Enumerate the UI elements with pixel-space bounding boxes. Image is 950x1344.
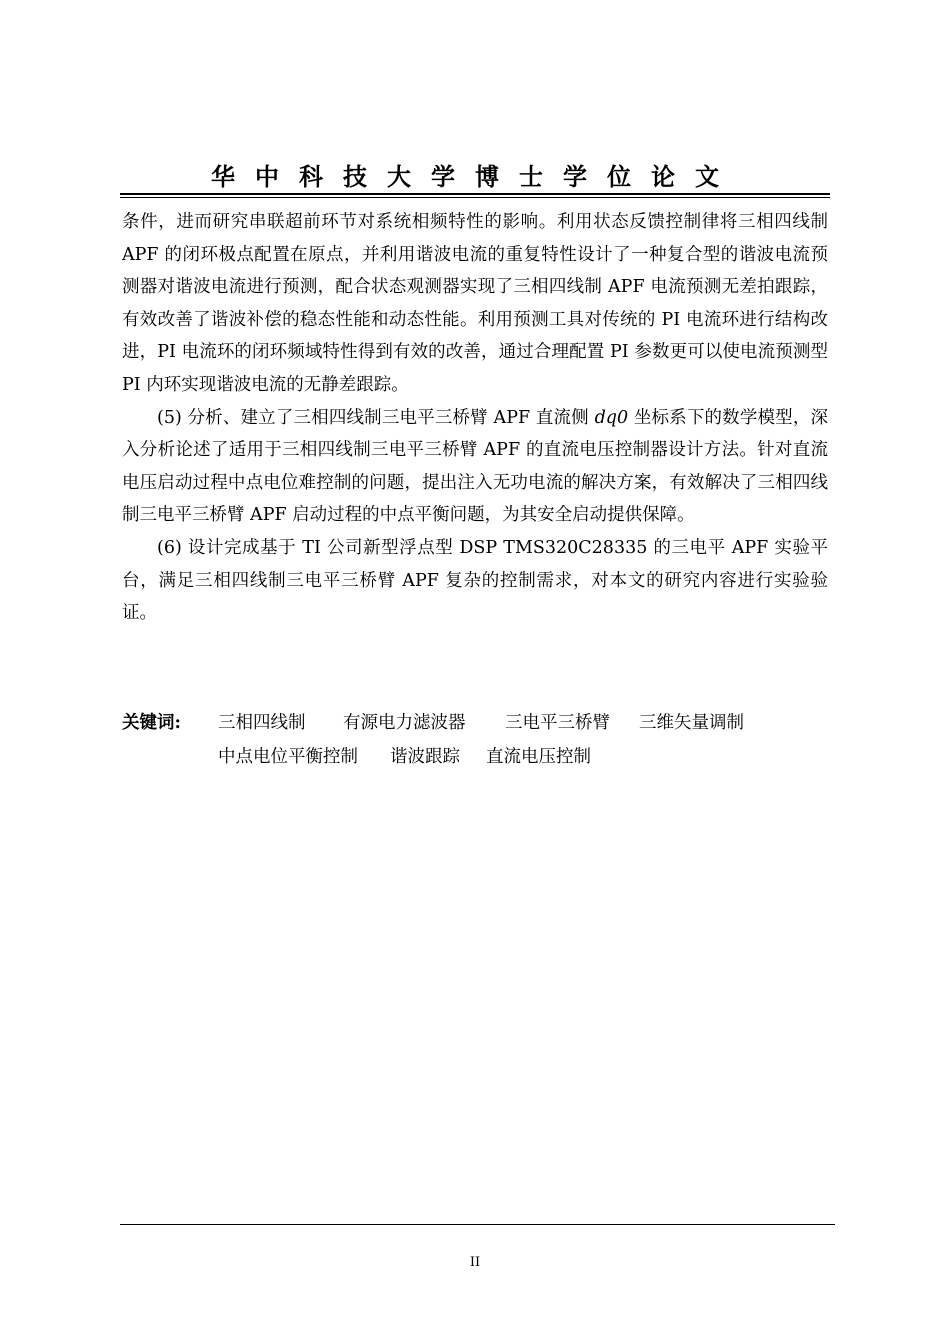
paragraph-item-6: (6) 设计完成基于 TI 公司新型浮点型 DSP TMS320C28335 的三电平 APF 实验平台，满足三相四线制三电平三桥臂 APF 复杂的控制需求，对本文的研究内容进行实验验证。 xyxy=(122,537,828,624)
keyword-item: 直流电压控制 xyxy=(486,747,591,767)
paragraph-continued: 条件，进而研究串联超前环节对系统相频特性的影响。利用状态反馈控制律将三相四线制 APF 的闭环极点配置在原点，并利用谐波电流的重复特性设计了一种复合型的谐波电流预测器对谐波电流进行预测，配合状态观测器实现了三相四线制 APF 电流预测无差拍跟踪，有效改善了谐波补偿的稳态性能和动态性能。利用预测工具对传统的 PI 电流环进行结构改进，PI 电流环的闭环频域特性得到有效的改善，通过合理配置 PI 参数更可以使电流预测型 PI 内环实现谐波电流的无静差跟踪。 xyxy=(122,212,828,395)
keyword-item: 三电平三桥臂 xyxy=(505,713,610,733)
keyword-item: 三相四线制 xyxy=(218,713,306,733)
paragraph-item-5-part1: (5) 分析、建立了三相四线制三电平三桥臂 APF 直流侧 xyxy=(157,407,595,428)
keywords-label: 关键词: xyxy=(122,713,181,733)
dq0-term: dq0 xyxy=(594,407,629,428)
header-rule-thin xyxy=(120,197,830,198)
keyword-item: 中点电位平衡控制 xyxy=(218,747,358,767)
keywords-line-1 xyxy=(218,706,744,740)
header-rule-thick xyxy=(120,193,830,195)
footer-rule xyxy=(120,1224,835,1225)
thesis-header-title: 华中科技大学博士学位论文 xyxy=(211,162,739,191)
keyword-item: 谐波跟踪 xyxy=(390,747,460,767)
keywords-line-2 xyxy=(218,740,591,774)
keyword-item: 有源电力滤波器 xyxy=(343,713,466,733)
paragraph-item-5 xyxy=(122,402,828,532)
paragraph-item-5-part2: 坐标系下的数学模型，深入分析论述了适用于三相四线制三电平三桥臂 APF 的直流电压控制器设计方法。针对直流电压启动过程中点电位难控制的问题，提出注入无功电流的解决方案，有效解决了三相四线制三电平三桥臂 APF 启动过程的中点平衡问题，为其安全启动提供保障。 xyxy=(122,407,829,526)
body-text xyxy=(122,206,828,630)
keyword-item: 三维矢量调制 xyxy=(639,713,744,733)
page-number: II xyxy=(469,1255,481,1270)
